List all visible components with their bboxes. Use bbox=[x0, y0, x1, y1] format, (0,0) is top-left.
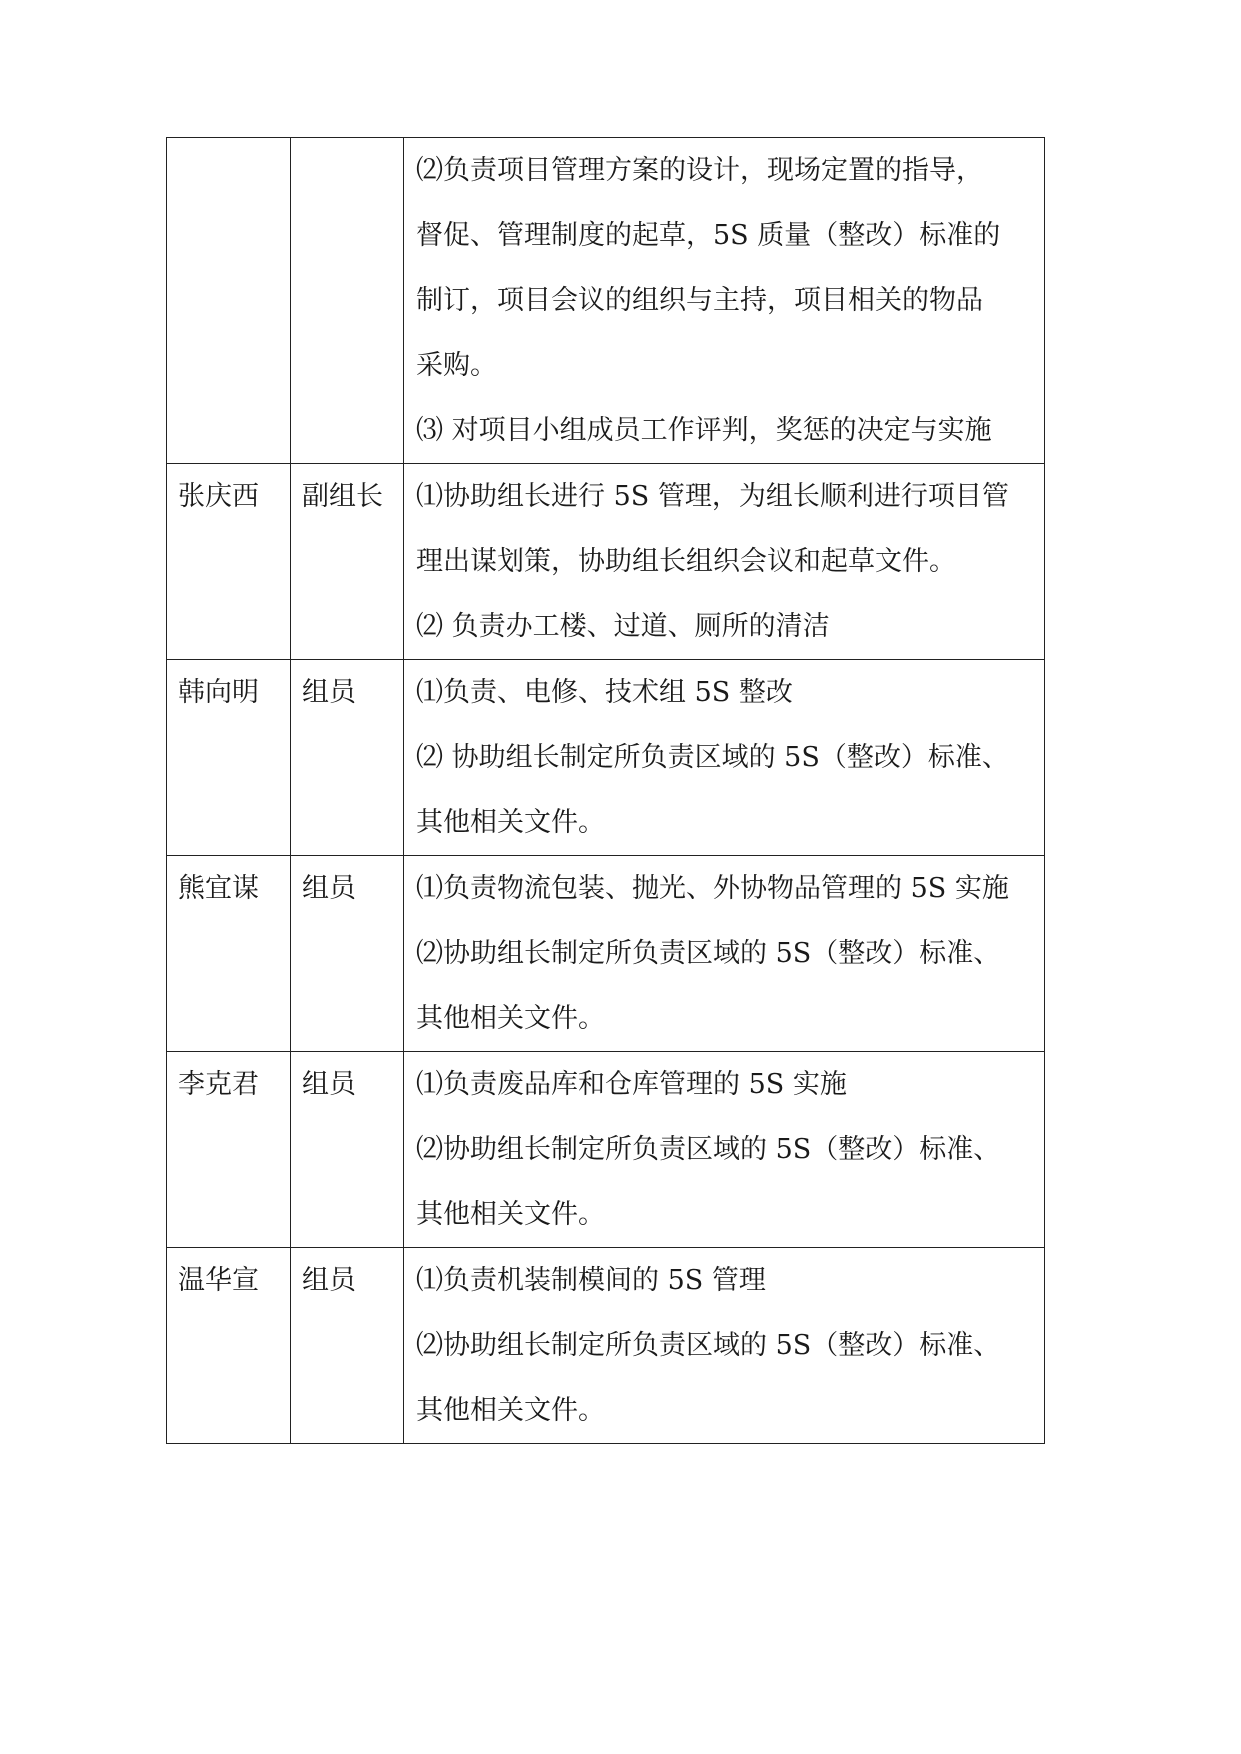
table-row bbox=[167, 138, 1045, 464]
member-role-cell bbox=[291, 856, 404, 1052]
member-role: 组员 bbox=[302, 677, 356, 708]
duty-line: ⑴负责物流包装、抛光、外协物品管理的 5S 实施 bbox=[416, 873, 1009, 904]
duty-cell bbox=[404, 1052, 1045, 1248]
member-role: 组员 bbox=[302, 873, 356, 904]
table-row bbox=[167, 856, 1045, 1052]
member-name: 熊宜谋 bbox=[178, 873, 259, 904]
member-name-cell bbox=[167, 138, 291, 464]
duty-line: ⑴协助组长进行 5S 管理，为组长顺利进行项目管 bbox=[416, 481, 1009, 512]
member-name-cell bbox=[167, 1052, 291, 1248]
duty-line: ⑴负责机装制模间的 5S 管理 bbox=[416, 1265, 766, 1296]
duty-line: ⑴负责、电修、技术组 5S 整改 bbox=[416, 677, 793, 708]
duty-line: ⑵ 协助组长制定所负责区域的 5S（整改）标准、 bbox=[416, 742, 1009, 773]
duty-line: ⑵协助组长制定所负责区域的 5S（整改）标准、 bbox=[416, 938, 1001, 969]
member-role-cell bbox=[291, 660, 404, 856]
duty-line: ⑴负责废品库和仓库管理的 5S 实施 bbox=[416, 1069, 847, 1100]
member-role-cell bbox=[291, 1052, 404, 1248]
member-name-cell bbox=[167, 660, 291, 856]
duty-cell bbox=[404, 1248, 1045, 1444]
duty-cell bbox=[404, 464, 1045, 660]
duty-line: ⑵协助组长制定所负责区域的 5S（整改）标准、 bbox=[416, 1330, 1001, 1361]
member-role bbox=[302, 138, 393, 203]
duty-line: ⑵协助组长制定所负责区域的 5S（整改）标准、 bbox=[416, 1134, 1001, 1165]
responsibility-table bbox=[166, 137, 1045, 1444]
duty-line: 其他相关文件。 bbox=[416, 1395, 605, 1426]
table-row bbox=[167, 464, 1045, 660]
duty-line: 其他相关文件。 bbox=[416, 1003, 605, 1034]
member-role-cell bbox=[291, 1248, 404, 1444]
member-role-cell bbox=[291, 464, 404, 660]
duty-cell bbox=[404, 138, 1045, 464]
duty-line: 其他相关文件。 bbox=[416, 807, 605, 838]
duty-line: 制订，项目会议的组织与主持，项目相关的物品 bbox=[416, 285, 983, 316]
member-name: 张庆西 bbox=[178, 481, 259, 512]
member-name-cell bbox=[167, 856, 291, 1052]
duty-line: 督促、管理制度的起草，5S 质量（整改）标准的 bbox=[416, 220, 1001, 251]
member-role-cell bbox=[291, 138, 404, 464]
member-name-cell bbox=[167, 1248, 291, 1444]
table-row bbox=[167, 1248, 1045, 1444]
duty-line: ⑵负责项目管理方案的设计，现场定置的指导， bbox=[416, 155, 983, 186]
table-row bbox=[167, 1052, 1045, 1248]
member-name bbox=[178, 138, 280, 203]
duty-cell bbox=[404, 660, 1045, 856]
member-name-cell bbox=[167, 464, 291, 660]
member-role: 副组长 bbox=[302, 481, 383, 512]
duty-line: 理出谋划策，协助组长组织会议和起草文件。 bbox=[416, 546, 956, 577]
duty-line: ⑵ 负责办工楼、过道、厕所的清洁 bbox=[416, 611, 830, 642]
duty-line: ⑶ 对项目小组成员工作评判，奖惩的决定与实施 bbox=[416, 415, 992, 446]
member-role: 组员 bbox=[302, 1069, 356, 1100]
table-row bbox=[167, 660, 1045, 856]
member-name: 温华宣 bbox=[178, 1265, 259, 1296]
member-name: 李克君 bbox=[178, 1069, 259, 1100]
duty-line: 采购。 bbox=[416, 350, 497, 381]
duty-line: 其他相关文件。 bbox=[416, 1199, 605, 1230]
member-name: 韩向明 bbox=[178, 677, 259, 708]
duty-cell bbox=[404, 856, 1045, 1052]
member-role: 组员 bbox=[302, 1265, 356, 1296]
